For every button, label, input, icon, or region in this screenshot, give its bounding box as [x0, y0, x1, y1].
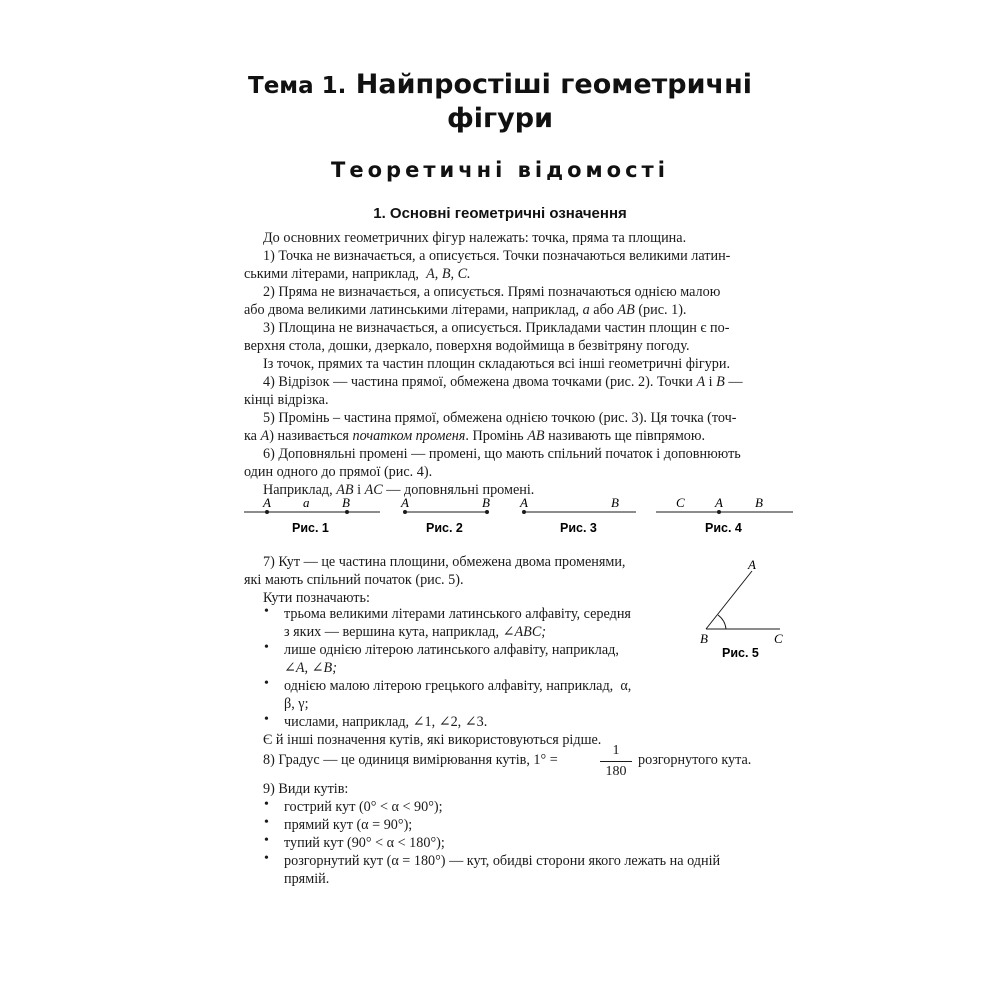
fig3-label-a: A	[520, 495, 528, 510]
paragraph-2-or: або	[593, 302, 614, 318]
paragraph-6-ray-ac: AC	[364, 482, 383, 498]
paragraph-4-dash: —	[728, 374, 743, 390]
bullet-4: •	[264, 712, 269, 727]
fig4-caption: Рис. 4	[705, 521, 742, 535]
section-heading: Теоретичні відомості	[331, 158, 669, 182]
paragraph-5-text-1: ка	[244, 428, 257, 444]
fig4-label-b: B	[755, 495, 763, 510]
fig5-caption: Рис. 5	[722, 646, 759, 660]
paragraph-7-line-3: Кути позначають:	[263, 590, 370, 606]
right-angle: прямий кут (α = 90°);	[284, 817, 413, 833]
bullet-2-angles: ∠A, ∠B;	[284, 660, 337, 676]
subsection-heading: 1. Основні геометричні означення	[373, 205, 627, 222]
paragraph-6-line-1: 6) Доповняльні промені — промені, що мають спільний початок і доповнюють	[263, 446, 741, 462]
bullet-1-line-1: трьома великими літерами латинського алфавіту, середня	[284, 606, 631, 622]
paragraph-4-line-2: кінці відрізка.	[244, 392, 329, 408]
paragraph-5-line-1: 5) Промінь – частина прямої, обмежена однією точкою (рис. 3). Ця точка (точ-	[263, 410, 737, 426]
paragraph-8-text-2: розгорнутого кута.	[638, 752, 752, 768]
bullet-k2: •	[264, 815, 269, 830]
fig1-label-line: a	[303, 495, 310, 510]
paragraph-5-text-4: називають ще півпрямою.	[548, 428, 706, 444]
paragraph-7-line-2: які мають спільний початок (рис. 5).	[244, 572, 464, 588]
paragraph-5-ray-ab: AB	[527, 428, 545, 444]
acute-angle: гострий кут (0° < α < 90°);	[284, 799, 443, 815]
point-a	[265, 510, 269, 514]
paragraph-5-term: початком променя	[352, 428, 466, 444]
bullet-k4: •	[264, 851, 269, 866]
paragraph-2-line-2	[244, 301, 686, 319]
fig3-caption: Рис. 3	[560, 521, 597, 535]
title-prefix: Тема 1.	[248, 73, 347, 99]
bullet-k1: •	[264, 797, 269, 812]
paragraph-6-line-2: один одного до прямої (рис. 4).	[244, 464, 433, 480]
bullet-2-line-1: лише однією літерою латинського алфавіту, наприклад,	[284, 642, 619, 658]
straight-angle-line-2: прямій.	[284, 871, 330, 887]
point-b	[345, 510, 349, 514]
point-b	[485, 510, 489, 514]
bullet-3-text: однією малою літерою грецького алфавіту, наприклад,	[284, 678, 614, 694]
fraction	[600, 742, 632, 781]
paragraph-4-and: і	[708, 374, 713, 390]
fig2-caption: Рис. 2	[426, 521, 463, 535]
paragraph-7-note: Є й інші позначення кутів, які використовуються рідше.	[263, 732, 602, 748]
figures-1-to-4	[0, 490, 1000, 545]
fraction-denominator: 180	[605, 764, 627, 779]
bullet-4-line-1: числами, наприклад, ∠1, ∠2, ∠3.	[284, 714, 488, 730]
paragraph-3-line-1: 3) Площина не визначається, а описується. Прикладами частин площин є по-	[263, 320, 730, 336]
paragraph-2-letters-ab: AB	[617, 302, 635, 318]
fig2-label-b: B	[482, 495, 490, 510]
fig1-label-b: B	[342, 495, 350, 510]
paragraph-4-line-1	[263, 373, 743, 391]
fig5-label-a: A	[748, 557, 756, 572]
paragraph-3-line-3: Із точок, прямих та частин площин складаються всі інші геометричні фігури.	[263, 356, 731, 372]
paragraph-8-text: 8) Градус — це одиниця вимірювання кутів, 1° =	[263, 752, 558, 768]
paragraph-4-point-b: B	[716, 374, 725, 390]
paragraph-2-ref: (рис. 1).	[638, 302, 687, 318]
fig5-label-c: C	[774, 631, 783, 646]
bullet-3-line-2: β, γ;	[284, 696, 309, 712]
figure-5	[690, 555, 800, 665]
point-a	[522, 510, 526, 514]
title-line-1: Найпростіші геометричні	[355, 69, 752, 100]
page-title	[0, 68, 1000, 103]
bullet-1-angle: ∠ABC;	[502, 624, 547, 640]
paragraph-2-letter-a: a	[582, 302, 590, 318]
figure-3	[519, 495, 636, 535]
paragraph-2-text: або двома великими латинськими літерами, наприклад,	[244, 302, 580, 318]
paragraph-7-line-1: 7) Кут — це частина площини, обмежена двома променями,	[263, 554, 626, 570]
fig3-label-b: B	[611, 495, 619, 510]
fig1-caption: Рис. 1	[292, 521, 329, 535]
intro-paragraph: До основних геометричних фігур належать: точка, пряма та площина.	[263, 230, 687, 246]
paragraph-5-text-2: ) називається	[269, 428, 349, 444]
figure-1	[244, 495, 380, 535]
fig2-label-a: A	[401, 495, 409, 510]
fraction-numerator: 1	[612, 743, 620, 758]
figure-2	[400, 495, 490, 535]
bullet-1-line-2	[284, 623, 546, 641]
angle-arc	[718, 615, 726, 629]
paragraph-6-ray-ab: AB	[336, 482, 354, 498]
bullet-3-line-1	[284, 677, 631, 695]
bullet-2-line-2	[284, 659, 337, 677]
paragraph-9-heading: 9) Види кутів:	[263, 781, 349, 797]
paragraph-5-text-3: . Промінь	[465, 428, 524, 444]
paragraph-1-line-1: 1) Точка не визначається, а описується. Точки позначаються великими латин-	[263, 248, 731, 264]
paragraph-4-point-a: A	[696, 374, 706, 390]
fig5-label-b: B	[700, 631, 708, 646]
paragraph-5-point-a: A	[260, 428, 270, 444]
bullet-1-text: з яких — вершина кута, наприклад,	[284, 624, 500, 640]
page-title-line-2: фігури	[447, 103, 553, 134]
paragraph-2-line-1: 2) Пряма не визначається, а описується. Прямі позначаються однією малою	[263, 284, 721, 300]
paragraph-3-line-2: верхня стола, дошки, дзеркало, поверхня водоймища в безвітряну погоду.	[244, 338, 690, 354]
fraction-bar	[600, 761, 632, 762]
paragraph-1-text: ськими літерами, наприклад,	[244, 266, 419, 282]
obtuse-angle: тупий кут (90° < α < 180°);	[284, 835, 445, 851]
paragraph-6-text-2: — доповняльні промені.	[386, 482, 535, 498]
fig4-label-c: C	[676, 495, 685, 510]
point-a	[717, 510, 721, 514]
straight-angle-line-1: розгорнутий кут (α = 180°) — кут, обидві сторони якого лежать на одній	[284, 853, 721, 869]
paragraph-5-line-2	[244, 427, 705, 445]
paragraph-6-and: і	[357, 482, 362, 498]
paragraph-1-letters: A, B, C.	[426, 266, 471, 282]
fig1-label-a: A	[263, 495, 271, 510]
point-a	[403, 510, 407, 514]
paragraph-4-text: 4) Відрізок — частина прямої, обмежена двома точками (рис. 2). Точки	[263, 374, 693, 390]
bullet-k3: •	[264, 833, 269, 848]
figure-4	[656, 495, 793, 535]
bullet-2: •	[264, 640, 269, 655]
ray-ba	[706, 571, 752, 629]
bullet-3: •	[264, 676, 269, 691]
paragraph-1-line-2	[244, 265, 471, 283]
fig4-label-a: A	[715, 495, 723, 510]
bullet-1: •	[264, 604, 269, 619]
bullet-3-alpha: α,	[620, 678, 632, 694]
paragraph-6-text-1: Наприклад,	[263, 482, 333, 498]
